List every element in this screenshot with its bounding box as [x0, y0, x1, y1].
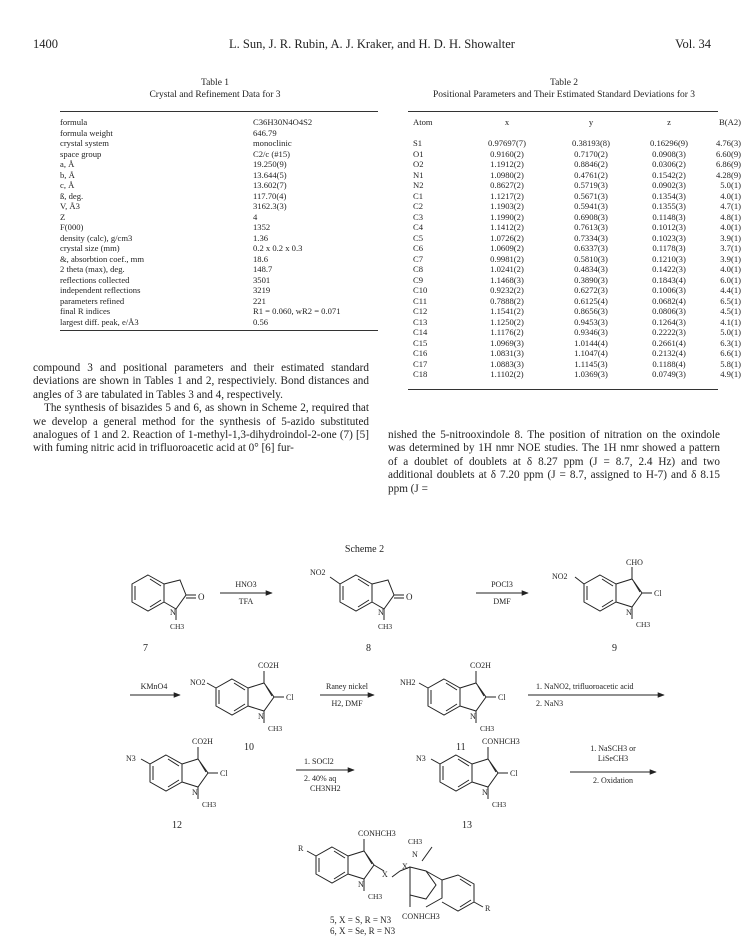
table2-cell: 0.6908(3) [574, 211, 608, 222]
table2-cell: 3.9(1) [720, 232, 741, 243]
c13-n: N [482, 788, 488, 797]
c12-co2h: CO2H [192, 737, 213, 746]
table2-cell: C3 [413, 211, 424, 222]
table2-cell: 0.0682(4) [652, 295, 686, 306]
running-authors: L. Sun, J. R. Rubin, A. J. Kraker, and H. D. H. Showalter [229, 37, 515, 51]
reagent-lisech3: LiSeCH3 [597, 754, 629, 763]
dimer-left-conhch3: CONHCH3 [358, 829, 396, 838]
c12-ch3: CH3 [202, 800, 217, 809]
table2-row [413, 149, 741, 160]
compound-8-structure [310, 568, 413, 654]
table2-cell: 6.0(1) [720, 274, 741, 285]
c11-nh2: NH2 [400, 678, 416, 687]
table2-cell: 6.86(9) [715, 159, 741, 169]
table1-key: ß, deg. [60, 190, 84, 201]
dimer-right-r: R [485, 904, 491, 913]
compound-7-label: 7 [143, 643, 148, 654]
table2-caption [405, 77, 723, 101]
table2-row [413, 275, 741, 286]
table1-row [60, 180, 341, 191]
table1-row [60, 296, 341, 307]
dimer-left-n: N [358, 880, 364, 889]
table2-cell: 0.1178(3) [652, 243, 686, 253]
table2-row [413, 222, 741, 233]
table2-column-header: Atom [413, 117, 433, 127]
table2-cell: 0.1843(4) [652, 274, 686, 285]
reagent-oxidation: 2. Oxidation [593, 776, 633, 785]
table1-row [60, 264, 341, 275]
table2-cell: 4.5(1) [720, 306, 741, 316]
table2-row [413, 180, 741, 191]
table2-cell: 1.1047(4) [574, 348, 608, 358]
compound-13-structure [416, 737, 520, 831]
table2-cell: 0.3890(3) [574, 274, 608, 285]
table2-column-header: z [667, 117, 671, 127]
table2-cell: 0.9981(2) [490, 253, 524, 264]
left-paragraph-1: compound 3 and positional parameters and their estimated standard deviations are shown in Tables 1 and 2, respectiviely. Bond distances and angles of 3 are tabulated in Tables 3 and 4, respectively. [33, 362, 369, 401]
table1-value: 4 [253, 211, 258, 222]
final-compound-5-label: 5, X = S, R = N3 [330, 915, 392, 925]
compound-12-structure [126, 737, 228, 831]
reagent-raney-nickel: Raney nickel [326, 682, 368, 691]
table2-title: Positional Parameters and Their Estimated Standard Deviations for 3 [432, 90, 696, 100]
table1-key: crystal system [60, 138, 109, 148]
c10-co2h: CO2H [258, 661, 279, 670]
table2-cell: 3.9(1) [720, 253, 741, 264]
table2-cell: 1.0883(3) [490, 358, 524, 369]
reagent-methylamine-1: 2. 40% aq [304, 774, 337, 783]
table2-cell: 4.8(1) [720, 211, 741, 222]
table2-cell: 4.9(1) [720, 369, 741, 379]
c11-ch3: CH3 [480, 724, 495, 733]
reagent-nasch3: 1. NaSCH3 or [590, 744, 636, 753]
table2-row [413, 233, 741, 244]
table1-key: 2 theta (max), deg. [60, 264, 125, 274]
table2-row [413, 296, 741, 307]
table1-row [60, 306, 341, 317]
dimer-left-r: R [298, 844, 304, 853]
table1-caption [60, 77, 370, 101]
table2-row [413, 212, 741, 223]
c12-cl: Cl [220, 769, 228, 778]
c8-no2: NO2 [310, 568, 326, 577]
table2-cell: 1.1468(3) [490, 274, 524, 285]
table1-key: space group [60, 148, 102, 159]
table1-bottom-rule [60, 330, 378, 331]
table1-row [60, 243, 341, 254]
reagent-nano2: 1. NaNO2, trifluoroacetic acid [536, 682, 634, 691]
compound-8-label: 8 [366, 643, 371, 654]
table2-cell: N1 [413, 169, 424, 180]
table2-cell: C15 [413, 337, 428, 348]
table1-row [60, 149, 341, 160]
table2-cell: 0.1355(3) [652, 201, 686, 211]
compound-7-structure [132, 575, 205, 654]
running-header [33, 37, 711, 55]
reagent-dmf: DMF [493, 597, 511, 606]
table1-row [60, 254, 341, 265]
page-number: 1400 [33, 37, 58, 51]
table1-row [60, 317, 341, 328]
table2-cell: 1.1541(2) [490, 306, 524, 316]
table1 [60, 117, 341, 327]
table2-cell: 1.1145(3) [574, 358, 608, 369]
table2-cell: 1.1217(2) [490, 190, 524, 201]
table1-number: Table 1 [200, 78, 230, 88]
table2-cell: 0.0806(3) [652, 306, 686, 316]
table2 [413, 117, 741, 380]
reagent-pocl3: POCl3 [491, 580, 513, 589]
table1-row [60, 275, 341, 286]
table2-cell: 0.5810(3) [574, 253, 608, 264]
table2-cell: 0.9346(3) [574, 327, 608, 337]
reagent-tfa: TFA [238, 597, 254, 606]
table2-cell: 4.0(1) [720, 222, 741, 232]
table2-cell: 1.0969(3) [490, 337, 524, 348]
table2-cell: C14 [413, 327, 428, 337]
c13-ch3: CH3 [492, 800, 507, 809]
table2-cell: 5.0(1) [720, 180, 741, 190]
table1-top-rule [60, 111, 378, 112]
c9-cl: Cl [654, 589, 662, 598]
table2-cell: 0.0902(3) [652, 180, 686, 190]
table2-cell: C1 [413, 190, 424, 201]
table2-cell: 4.0(1) [720, 190, 741, 201]
table2-cell: 0.2661(4) [652, 337, 686, 348]
table2-row [413, 159, 741, 170]
table2-row [413, 191, 741, 202]
table2-cell: 0.6337(3) [574, 243, 608, 253]
table2-cell: 5.0(1) [720, 327, 741, 337]
table2-row [413, 138, 741, 149]
right-paragraph-1: nished the 5-nitrooxindole 8. The position of nitration on the oxindole was determined by 1H nmr NOE studies. The 1H nmr showed a pattern of a doublet of doublets at δ 8.27 ppm (J = 8.7, 2.4 Hz) and two additional doublets at δ 7.20 ppm (J = 8.7, assigned to H-7) and δ 8.15 ppm (J = [388, 429, 720, 495]
compound-12-label: 12 [172, 820, 182, 831]
table2-cell: 4.7(1) [720, 201, 741, 211]
table2-cell: 0.1148(3) [652, 211, 686, 222]
table2-cell: 4.4(1) [720, 285, 741, 295]
table1-row [60, 159, 341, 170]
compound-9-label: 9 [612, 643, 617, 654]
table2-cell: 0.0749(3) [652, 369, 686, 379]
table1-value: R1 = 0.060, wR2 = 0.071 [253, 306, 341, 316]
left-column-text [33, 362, 369, 456]
table2-cell: C8 [413, 264, 424, 274]
table1-key: final R indices [60, 306, 111, 316]
table1-value: 18.6 [253, 253, 269, 264]
table2-cell: 0.0908(3) [652, 148, 686, 159]
table2-bottom-rule [408, 389, 718, 390]
table2-cell: 6.60(9) [715, 148, 741, 159]
c8-n: N [378, 608, 384, 617]
table2-cell: C9 [413, 274, 424, 285]
compound-11-label: 11 [456, 742, 466, 753]
table1-key: crystal size (mm) [60, 243, 120, 253]
c8-o: O [406, 592, 413, 602]
table2-column-header: y [588, 117, 594, 127]
table1-value: 117.70(4) [253, 190, 287, 201]
reagent-hno3: HNO3 [235, 580, 257, 589]
table2-row [413, 285, 741, 296]
c13-cl: Cl [510, 769, 518, 778]
table2-row [413, 369, 741, 380]
table1-row [60, 222, 341, 233]
table2-cell: 1.0831(3) [490, 348, 524, 358]
table1-value: 13.644(5) [253, 169, 287, 180]
table2-cell: 0.9232(2) [490, 285, 524, 295]
table2-cell: 4.28(9) [715, 169, 741, 180]
table2-cell: 1.0369(3) [574, 369, 608, 379]
reagent-socl2: 1. SOCl2 [304, 757, 334, 766]
table1-value: 0.2 x 0.2 x 0.3 [253, 243, 303, 253]
table2-row [413, 317, 741, 328]
table2-cell: C7 [413, 253, 424, 264]
table1-value: 3219 [253, 285, 271, 295]
table2-cell: 1.1102(2) [490, 369, 524, 379]
table1-row [60, 201, 341, 212]
table2-header-row [413, 117, 741, 138]
table2-cell: 1.0144(4) [574, 337, 608, 348]
c10-cl: Cl [286, 693, 294, 702]
c9-cho: CHO [626, 558, 643, 567]
table2-cell: 0.7334(3) [574, 232, 608, 243]
table2-cell: 0.2132(4) [652, 348, 686, 358]
table2-cell: 0.97697(7) [488, 138, 526, 148]
table2-row [413, 170, 741, 181]
table2-cell: 5.8(1) [720, 358, 741, 369]
table2-cell: 0.1023(3) [652, 232, 686, 243]
table2-cell: C16 [413, 348, 428, 358]
table2-cell: 0.1542(2) [652, 169, 686, 180]
table1-key: b, Å [60, 169, 75, 180]
table2-cell: 1.0726(2) [490, 232, 524, 243]
table1-value: 3501 [253, 274, 271, 285]
table1-key: Z [60, 211, 66, 222]
table1-value: 13.602(7) [253, 180, 287, 190]
table2-cell: C5 [413, 232, 424, 243]
table2-cell: 0.4834(3) [574, 264, 608, 274]
table2-row [413, 201, 741, 212]
table2-cell: C11 [413, 295, 428, 306]
c9-ch3: CH3 [636, 620, 651, 629]
table1-value: 1352 [253, 222, 271, 232]
compound-13-label: 13 [462, 820, 472, 831]
compound-10-label: 10 [244, 742, 254, 753]
table1-row [60, 117, 341, 128]
table2-cell: 1.0980(2) [490, 169, 524, 180]
table2-cell: C6 [413, 243, 424, 253]
table1-value: 3162.3(3) [253, 201, 287, 211]
table1-key: V, Å3 [60, 201, 80, 211]
reagent-h2-dmf: H2, DMF [331, 699, 363, 708]
c7-ch3: CH3 [170, 622, 185, 631]
table1-key: reflections collected [60, 274, 130, 285]
c11-co2h: CO2H [470, 661, 491, 670]
table2-cell: 0.6125(4) [574, 295, 608, 306]
table2-cell: 4.1(1) [720, 316, 741, 327]
dimer-right-n: N [412, 850, 418, 859]
c10-no2: NO2 [190, 678, 206, 687]
table2-cell: 0.6272(3) [574, 285, 608, 295]
c11-cl: Cl [498, 693, 506, 702]
table2-cell: 1.0241(2) [490, 264, 524, 274]
table2-cell: C18 [413, 369, 428, 379]
dimer-x1: X [382, 870, 388, 879]
table2-row [413, 306, 741, 317]
table1-key: independent reflections [60, 285, 141, 295]
table2-row [413, 243, 741, 254]
table1-row [60, 212, 341, 223]
table1-value: 19.250(9) [253, 159, 287, 169]
dimer-right-ch3: CH3 [408, 837, 423, 846]
table2-cell: 1.0609(2) [490, 243, 524, 253]
table2-cell: 0.8627(2) [490, 180, 524, 190]
final-compound-6-label: 6, X = Se, R = N3 [330, 926, 396, 936]
table1-row [60, 128, 341, 139]
table2-cell: 6.6(1) [720, 348, 741, 358]
table1-key: largest diff. peak, e/Å3 [60, 316, 139, 327]
table1-value: C2/c (#15) [253, 148, 290, 159]
table2-cell: C12 [413, 306, 428, 316]
table2-cell: 1.1912(2) [490, 159, 524, 169]
c10-ch3: CH3 [268, 724, 283, 733]
table2-cell: 0.5719(3) [574, 180, 608, 190]
table1-value: 1.36 [253, 232, 269, 243]
c8-ch3: CH3 [378, 622, 393, 631]
table2-cell: 1.1412(2) [490, 222, 524, 232]
c11-n: N [470, 712, 476, 721]
table2-cell: C4 [413, 222, 424, 232]
table2-cell: 0.0306(2) [652, 159, 686, 169]
table2-cell: 0.8846(2) [574, 159, 608, 169]
c9-n: N [626, 608, 632, 617]
table2-column-header: B(A2) [719, 117, 741, 127]
table2-cell: 0.1210(3) [652, 253, 686, 264]
table2-row [413, 264, 741, 275]
compound-5-6-structure [298, 829, 491, 921]
table1-value: 0.56 [253, 316, 269, 327]
table2-cell: 0.1422(3) [652, 264, 686, 274]
table2-column-header: x [504, 117, 510, 127]
table2-row [413, 327, 741, 338]
table1-row [60, 138, 341, 149]
table2-cell: S1 [413, 138, 423, 148]
table2-cell: 0.7170(2) [574, 148, 608, 159]
table2-cell: 0.5941(3) [574, 201, 608, 211]
table1-key: parameters refined [60, 295, 125, 306]
table2-cell: N2 [413, 180, 424, 190]
table2-cell: C2 [413, 201, 424, 211]
table2-cell: O1 [413, 148, 424, 159]
table1-key: formula [60, 117, 88, 127]
table1-key: a, Å [60, 159, 75, 169]
table1-key: formula weight [60, 127, 113, 138]
table1-key: c, Å [60, 180, 75, 190]
table2-cell: 0.38193(8) [572, 138, 610, 148]
left-paragraph-2: The synthesis of bisazides 5 and 6, as shown in Scheme 2, required that we develop a general method for the synthesis of 5-azido substituted analogues of 1 and 2. Reaction of 1-methyl-1,3-dihydroindol-2-one (7) [5] with fuming nitric acid in trifluoroacetic acid at 0° [6] fur- [33, 402, 369, 455]
compound-9-structure [552, 558, 662, 654]
c10-n: N [258, 712, 264, 721]
table2-cell: 0.1354(3) [652, 190, 686, 201]
table1-row [60, 285, 341, 296]
table2-cell: 4.76(3) [715, 138, 741, 148]
volume-label: Vol. 34 [675, 37, 711, 51]
c12-n3: N3 [126, 754, 136, 763]
scheme-title: Scheme 2 [344, 544, 385, 555]
table1-row [60, 170, 341, 181]
table2-cell: 0.1188(4) [652, 358, 686, 369]
table2-cell: 0.7888(2) [490, 295, 524, 306]
table2-cell: C17 [413, 358, 428, 369]
table2-cell: C10 [413, 285, 428, 295]
table2-cell: 6.5(1) [720, 295, 741, 306]
table2-cell: 3.7(1) [720, 243, 741, 253]
table2-cell: 0.9453(3) [574, 316, 608, 327]
table1-key: &, absorbtion coef., mm [60, 253, 145, 264]
table1-title: Crystal and Refinement Data for 3 [149, 90, 281, 100]
table2-cell: 4.0(1) [720, 264, 741, 274]
table1-key: F(000) [60, 222, 84, 232]
c13-n3: N3 [416, 754, 426, 763]
table2-cell: 1.1176(2) [490, 327, 524, 337]
table2-row [413, 348, 741, 359]
table1-key: density (calc), g/cm3 [60, 232, 133, 243]
table1-value: 148.7 [253, 264, 273, 274]
table2-row [413, 254, 741, 265]
scheme-2-diagram [0, 555, 729, 937]
table1-value: C36H30N4O4S2 [253, 117, 313, 127]
table2-cell: 1.1250(2) [490, 316, 524, 327]
table1-row [60, 191, 341, 202]
table2-cell: 6.3(1) [720, 337, 741, 348]
table2-cell: 0.8656(3) [574, 306, 608, 316]
table2-cell: 0.5671(3) [574, 190, 608, 201]
table1-row [60, 233, 341, 244]
dimer-right-conhch3: CONHCH3 [402, 912, 440, 921]
table2-cell: 0.1012(3) [652, 222, 686, 232]
c7-o: O [198, 592, 205, 602]
table1-value: 221 [253, 295, 266, 306]
table1-value: 646.79 [253, 127, 277, 138]
table2-cell: 0.2222(3) [652, 327, 686, 337]
table2-cell: 0.1006(3) [652, 285, 686, 295]
table2-cell: 1.1903(2) [490, 201, 524, 211]
table2-cell: 0.7613(3) [574, 222, 608, 232]
table2-cell: 0.4761(2) [574, 169, 608, 180]
reagent-kmno4: KMnO4 [140, 682, 168, 691]
reagent-nan3: 2. NaN3 [536, 699, 564, 708]
table1-value: monoclinic [253, 138, 292, 148]
table2-row [413, 338, 741, 349]
table2-top-rule [408, 111, 718, 112]
table2-row [413, 359, 741, 370]
table2-cell: 1.1990(2) [490, 211, 524, 222]
table2-cell: O2 [413, 159, 424, 169]
table2-cell: 0.1264(3) [652, 316, 686, 327]
right-column-text [388, 429, 720, 496]
dimer-left-ch3: CH3 [368, 892, 383, 901]
reagent-methylamine-2: CH3NH2 [310, 784, 341, 793]
c7-n: N [170, 608, 176, 617]
c13-conhch3: CONHCH3 [482, 737, 520, 746]
table2-cell: 0.16296(9) [650, 138, 688, 148]
dimer-x2: X [402, 862, 408, 871]
table2-cell: 0.9160(2) [490, 148, 524, 159]
c12-n: N [192, 788, 198, 797]
table2-cell: C13 [413, 316, 428, 327]
table2-number: Table 2 [549, 78, 579, 88]
c9-no2: NO2 [552, 572, 568, 581]
